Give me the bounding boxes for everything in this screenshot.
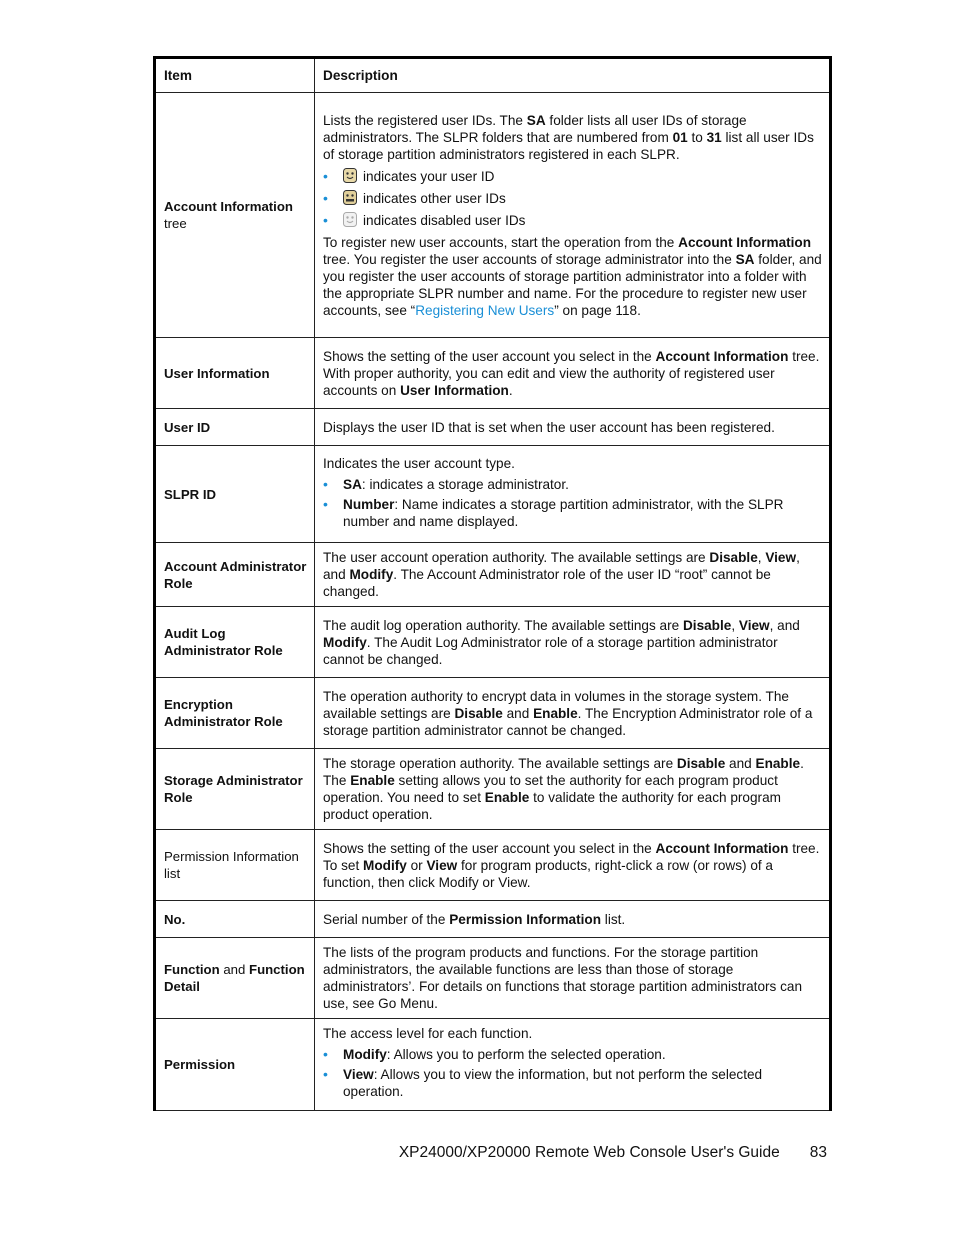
guide-title: XP24000/XP20000 Remote Web Console User's Guide <box>398 1144 780 1161</box>
table-row <box>155 938 831 1019</box>
item-bold: Account Information <box>164 199 293 214</box>
row-item: Encryption Administrator Role <box>155 678 315 749</box>
row-description: The storage operation authority. The available settings are Disable and Enable. The Enable setting allows you to set the authority for each program product operation. You need to set Enable to validate the authority for each program product operation. <box>315 749 831 830</box>
list-item: • Modify: Allows you to perform the selected operation. <box>323 1046 822 1063</box>
table-row <box>155 338 831 409</box>
row-description <box>315 446 831 543</box>
page-footer <box>399 1144 827 1161</box>
other-user-icon <box>343 190 357 205</box>
row-item: Permission <box>155 1019 315 1111</box>
row-description: The audit log operation authority. The available settings are Disable, View, and Modify. The Audit Log Administrator role of a storage partition administrator cannot be changed. <box>315 607 831 678</box>
row-item: SLPR ID <box>155 446 315 543</box>
table-row <box>155 901 831 938</box>
paragraph: To register new user accounts, start the operation from the Account Information tree. You register the user accounts of storage administrator into the SA folder, and you register the user accounts of storage partition administrator into a folder with the appropriate SLPR number and name. For the procedure to register new user accounts, see “Registering New Users” on page 118. <box>323 234 822 318</box>
row-description: The lists of the program products and functions. For the storage partition administrators, the available functions are less than those of storage administrators’. For details on functions that storage partition administrators can use, see Go Menu. <box>315 938 831 1019</box>
row-description <box>315 93 831 338</box>
description-table <box>153 56 832 1111</box>
list-item: • Number: Name indicates a storage partition administrator, with the SLPR number and name displayed. <box>323 496 822 530</box>
paragraph: Indicates the user account type. <box>323 455 515 471</box>
row-item: Storage Administrator Role <box>155 749 315 830</box>
table-row <box>155 409 831 446</box>
row-item <box>155 93 315 338</box>
row-description: The operation authority to encrypt data in volumes in the storage system. The available settings are Disable and Enable. The Encryption Administrator role of a storage partition administrator cannot be changed. <box>315 678 831 749</box>
disabled-user-icon <box>343 212 357 227</box>
item-plain: tree <box>164 216 187 231</box>
list-item: • indicates disabled user IDs <box>323 212 822 229</box>
list-item: • View: Allows you to view the information, but not perform the selected operation. <box>323 1066 822 1100</box>
row-item: User ID <box>155 409 315 446</box>
table-row <box>155 543 831 607</box>
list-item: • SA: indicates a storage administrator. <box>323 476 822 493</box>
paragraph: Lists the registered user IDs. The SA folder lists all user IDs of storage administrators. The SLPR folders that are numbered from 01 to 31 list all user IDs of storage partition administrators registered in each SLPR. <box>323 112 814 162</box>
row-description: Shows the setting of the user account you select in the Account Information tree. To set Modify or View for program products, right-click a row (or rows) of a function, then click Modify or View. <box>315 830 831 901</box>
table-header-row <box>155 58 831 93</box>
registering-new-users-link[interactable]: Registering New Users <box>415 302 555 318</box>
bullet-list <box>323 1046 822 1100</box>
table-row <box>155 678 831 749</box>
row-item: User Information <box>155 338 315 409</box>
icon-legend-list <box>323 168 822 229</box>
table-row <box>155 93 831 338</box>
row-description <box>315 1019 831 1111</box>
table-row <box>155 749 831 830</box>
header-item: Item <box>155 58 315 93</box>
paragraph: The access level for each function. <box>323 1026 533 1041</box>
table-row <box>155 607 831 678</box>
user-id-icon <box>343 168 357 183</box>
row-description: Shows the setting of the user account you select in the Account Information tree. With proper authority, you can edit and view the authority of registered user accounts on User Information. <box>315 338 831 409</box>
row-description: Serial number of the Permission Information list. <box>315 901 831 938</box>
header-description: Description <box>315 58 831 93</box>
row-description: The user account operation authority. The available settings are Disable, View, and Modify. The Account Administrator role of the user ID “root” cannot be changed. <box>315 543 831 607</box>
list-item: • indicates your user ID <box>323 168 822 185</box>
row-item: Audit Log Administrator Role <box>155 607 315 678</box>
row-item: Permission Information list <box>155 830 315 901</box>
row-item: No. <box>155 901 315 938</box>
bullet-list <box>323 476 822 530</box>
list-item: • indicates other user IDs <box>323 190 822 207</box>
table-row <box>155 830 831 901</box>
page-number: 83 <box>809 1144 827 1161</box>
row-description: Displays the user ID that is set when the user account has been registered. <box>315 409 831 446</box>
table-row <box>155 1019 831 1111</box>
row-item: Function and Function Detail <box>155 938 315 1019</box>
row-item: Account Administrator Role <box>155 543 315 607</box>
table-row <box>155 446 831 543</box>
